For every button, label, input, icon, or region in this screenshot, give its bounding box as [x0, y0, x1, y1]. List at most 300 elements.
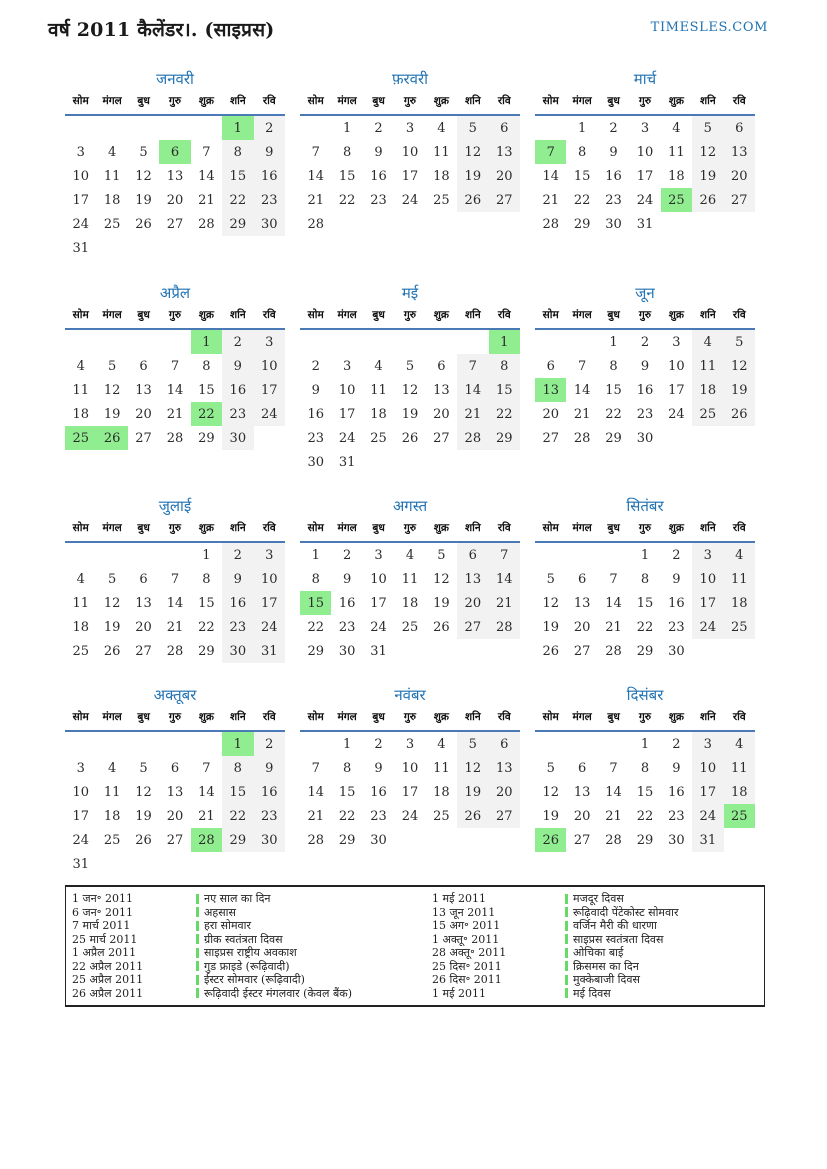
day-cell: 28	[605, 643, 622, 659]
day-cell: 5	[457, 115, 488, 140]
day-cell: 1	[202, 547, 211, 563]
month-calendar	[535, 684, 755, 852]
day-cell: 1	[222, 731, 253, 756]
weekday-header: शुक्र	[426, 306, 457, 329]
day-cell: 13	[166, 168, 184, 184]
day-cell: 5	[107, 571, 117, 587]
day-cell: 12	[103, 382, 121, 398]
day-cell: 8	[577, 144, 587, 160]
empty-cell	[254, 236, 285, 260]
weekday-header: मंगल	[566, 92, 597, 115]
day-cell: 27	[166, 832, 184, 848]
day-cell: 5	[139, 144, 148, 160]
day-cell: 25	[724, 615, 755, 639]
holiday-marker-icon	[565, 961, 568, 971]
weekday-header: सोम	[65, 306, 96, 329]
day-cell: 18	[692, 378, 723, 402]
day-cell: 5	[107, 358, 117, 374]
day-cell: 14	[542, 168, 559, 184]
day-cell: 15	[573, 168, 591, 184]
day-cell: 6	[577, 571, 587, 587]
day-cell: 19	[457, 164, 488, 188]
day-cell: 31	[692, 828, 723, 852]
day-cell: 19	[433, 595, 450, 611]
day-cell: 18	[103, 192, 121, 208]
weekday-header: रवि	[724, 708, 755, 731]
day-cell: 9	[672, 760, 681, 776]
day-cell: 12	[457, 140, 488, 164]
empty-cell	[535, 115, 566, 140]
day-cell: 18	[72, 619, 89, 635]
empty-cell	[300, 731, 331, 756]
holiday-marker-icon	[565, 948, 568, 958]
day-cell: 3	[254, 329, 285, 354]
legend-label: हरा सोमवार	[204, 919, 252, 933]
day-cell: 16	[605, 168, 622, 184]
day-cell: 13	[573, 784, 591, 800]
empty-cell	[426, 212, 457, 236]
holiday-marker-icon	[196, 907, 199, 917]
day-cell: 26	[457, 804, 488, 828]
weekday-header: रवि	[489, 519, 520, 542]
day-cell: 22	[222, 188, 253, 212]
day-cell: 19	[457, 780, 488, 804]
day-cell: 1	[191, 329, 222, 354]
day-cell: 2	[374, 736, 383, 752]
day-cell: 25	[401, 619, 419, 635]
day-cell: 12	[135, 784, 152, 800]
day-cell: 22	[191, 402, 222, 426]
empty-cell	[96, 329, 127, 354]
day-cell: 2	[222, 542, 253, 567]
day-cell: 24	[254, 402, 285, 426]
empty-cell	[128, 115, 159, 140]
legend-label: साइप्रस राष्ट्रीय अवकाश	[204, 946, 297, 960]
day-cell: 27	[433, 430, 450, 446]
empty-cell	[331, 212, 362, 236]
holiday-marker-icon	[196, 934, 199, 944]
legend-date: 1 अप्रैल 2011	[72, 946, 137, 960]
weekday-header: गुरु	[629, 708, 660, 731]
empty-cell	[254, 426, 285, 450]
day-cell: 3	[692, 542, 723, 567]
day-cell: 27	[457, 615, 488, 639]
day-cell: 13	[489, 140, 520, 164]
legend-label: साइप्रस स्वतंत्रता दिवस	[573, 932, 664, 946]
empty-cell	[96, 852, 127, 876]
day-cell: 13	[135, 382, 152, 398]
day-cell: 21	[489, 591, 520, 615]
weekday-header: शनि	[457, 708, 488, 731]
site-link[interactable]: TIMESLES.COM	[650, 20, 768, 35]
day-cell: 13	[135, 595, 152, 611]
day-cell: 1	[609, 334, 618, 350]
day-cell: 5	[139, 760, 148, 776]
empty-cell	[96, 236, 127, 260]
empty-cell	[692, 426, 723, 450]
weekday-header: रवि	[724, 306, 755, 329]
day-cell: 29	[636, 832, 654, 848]
day-cell: 16	[668, 784, 685, 800]
day-cell: 8	[202, 571, 211, 587]
empty-cell	[394, 639, 425, 663]
page-header	[0, 0, 827, 42]
day-cell: 3	[672, 334, 681, 350]
legend-date: 7 मार्च 2011	[72, 919, 131, 933]
day-cell: 7	[202, 144, 211, 160]
day-cell: 29	[307, 643, 324, 659]
weekday-header: बुध	[128, 306, 159, 329]
day-cell: 16	[668, 595, 685, 611]
day-cell: 30	[254, 828, 285, 852]
day-cell: 7	[202, 760, 211, 776]
day-cell: 22	[605, 406, 622, 422]
weekday-header: शनि	[222, 519, 253, 542]
empty-cell	[426, 828, 457, 852]
day-cell: 3	[405, 120, 415, 136]
day-cell: 20	[724, 164, 755, 188]
day-cell: 19	[135, 808, 152, 824]
month-table	[535, 708, 755, 852]
day-cell: 24	[636, 192, 654, 208]
weekday-header: सोम	[300, 708, 331, 731]
legend-label: मई दिवस	[573, 986, 611, 1000]
day-cell: 6	[489, 731, 520, 756]
day-cell: 24	[338, 430, 356, 446]
weekday-header: सोम	[300, 92, 331, 115]
day-cell: 29	[198, 643, 215, 659]
day-cell: 16	[636, 382, 654, 398]
day-cell: 9	[311, 382, 320, 398]
day-cell: 19	[542, 808, 559, 824]
empty-cell	[692, 212, 723, 236]
day-cell: 25	[103, 216, 121, 232]
legend-date: 13 जून 2011	[432, 905, 496, 919]
empty-cell	[692, 639, 723, 663]
day-cell: 6	[546, 358, 555, 374]
day-cell: 20	[135, 406, 152, 422]
weekday-header: शुक्र	[191, 306, 222, 329]
empty-cell	[96, 731, 127, 756]
empty-cell	[489, 450, 520, 474]
day-cell: 6	[489, 115, 520, 140]
day-cell: 3	[342, 358, 352, 374]
legend-date: 1 अक्तू॰ 2011	[432, 932, 500, 946]
weekday-header: शनि	[692, 708, 723, 731]
day-cell: 30	[605, 216, 622, 232]
weekday-header: सोम	[535, 306, 566, 329]
day-cell: 17	[338, 406, 356, 422]
day-cell: 5	[437, 547, 446, 563]
empty-cell	[128, 731, 159, 756]
empty-cell	[159, 236, 190, 260]
day-cell: 6	[457, 542, 488, 567]
day-cell: 4	[437, 120, 446, 136]
holiday-marker-icon	[565, 934, 568, 944]
day-cell: 5	[457, 731, 488, 756]
month-title: सितंबर	[626, 497, 664, 515]
day-cell: 4	[76, 571, 85, 587]
day-cell: 30	[307, 454, 324, 470]
day-cell: 11	[692, 354, 723, 378]
month-calendar	[65, 68, 285, 260]
empty-cell	[191, 852, 222, 876]
weekday-header: शनि	[457, 306, 488, 329]
day-cell: 15	[338, 784, 356, 800]
empty-cell	[128, 852, 159, 876]
day-cell: 4	[672, 120, 681, 136]
day-cell: 1	[640, 547, 650, 563]
day-cell: 3	[76, 144, 85, 160]
weekday-header: बुध	[598, 306, 629, 329]
day-cell: 19	[103, 406, 121, 422]
empty-cell	[394, 450, 425, 474]
day-cell: 12	[692, 140, 723, 164]
day-cell: 17	[254, 378, 285, 402]
day-cell: 28	[198, 216, 215, 232]
day-cell: 10	[338, 382, 356, 398]
weekday-header: गुरु	[629, 306, 660, 329]
day-cell: 17	[636, 168, 654, 184]
month-title: अप्रैल	[159, 284, 191, 302]
day-cell: 25	[65, 426, 96, 450]
day-cell: 23	[636, 406, 654, 422]
day-cell: 26	[542, 643, 559, 659]
empty-cell	[457, 329, 488, 354]
day-cell: 4	[724, 731, 755, 756]
day-cell: 2	[609, 120, 618, 136]
legend-date: 1 जन॰ 2011	[72, 892, 133, 906]
day-cell: 20	[433, 406, 450, 422]
day-cell: 21	[605, 619, 622, 635]
day-cell: 20	[489, 780, 520, 804]
month-title: अक्तूबर	[153, 686, 197, 704]
day-cell: 21	[573, 406, 591, 422]
month-calendar	[535, 282, 755, 450]
day-cell: 10	[692, 567, 723, 591]
weekday-header: रवि	[254, 92, 285, 115]
month-calendar	[65, 282, 285, 450]
day-cell: 21	[166, 406, 184, 422]
day-cell: 3	[374, 547, 383, 563]
day-cell: 15	[198, 382, 215, 398]
empty-cell	[363, 329, 394, 354]
day-cell: 4	[724, 542, 755, 567]
legend-label: अहसास	[204, 905, 236, 919]
empty-cell	[159, 115, 190, 140]
day-cell: 17	[692, 780, 723, 804]
legend-label: क्रिसमस का दिन	[573, 959, 639, 973]
day-cell: 15	[636, 784, 654, 800]
day-cell: 25	[661, 188, 692, 212]
day-cell: 22	[222, 804, 253, 828]
day-cell: 27	[489, 188, 520, 212]
empty-cell	[457, 450, 488, 474]
day-cell: 24	[370, 619, 387, 635]
day-cell: 21	[542, 192, 559, 208]
month-table	[535, 519, 755, 663]
day-cell: 14	[198, 784, 215, 800]
legend-date: 22 अप्रैल 2011	[72, 959, 144, 973]
day-cell: 26	[135, 216, 152, 232]
day-cell: 8	[311, 571, 320, 587]
day-cell: 23	[370, 808, 387, 824]
empty-cell	[96, 115, 127, 140]
empty-cell	[159, 329, 190, 354]
day-cell: 15	[222, 780, 253, 804]
day-cell: 30	[254, 212, 285, 236]
day-cell: 24	[72, 832, 89, 848]
day-cell: 2	[342, 547, 352, 563]
day-cell: 21	[457, 402, 488, 426]
day-cell: 3	[405, 736, 415, 752]
day-cell: 17	[401, 784, 419, 800]
empty-cell	[65, 731, 96, 756]
weekday-header: मंगल	[566, 519, 597, 542]
day-cell: 22	[489, 402, 520, 426]
day-cell: 17	[72, 192, 89, 208]
weekday-header: बुध	[363, 306, 394, 329]
month-table	[300, 519, 520, 663]
legend-label: रूढ़िवादी ईस्टर मंगलवार (केवल बैंक)	[204, 986, 352, 1000]
day-cell: 3	[254, 542, 285, 567]
month-row	[65, 684, 755, 885]
holiday-marker-icon	[196, 894, 199, 904]
empty-cell	[426, 639, 457, 663]
day-cell: 21	[307, 192, 324, 208]
day-cell: 19	[135, 192, 152, 208]
day-cell: 19	[542, 619, 559, 635]
month-row	[65, 495, 755, 684]
day-cell: 16	[254, 780, 285, 804]
day-cell: 25	[433, 808, 450, 824]
day-cell: 15	[489, 378, 520, 402]
weekday-header: गुरु	[159, 519, 190, 542]
day-cell: 7	[535, 140, 566, 164]
day-cell: 27	[573, 832, 591, 848]
weekday-header: गुरु	[159, 306, 190, 329]
month-table	[65, 708, 285, 876]
weekday-header: मंगल	[331, 306, 362, 329]
day-cell: 9	[342, 571, 352, 587]
month-row	[65, 282, 755, 495]
day-cell: 29	[636, 643, 654, 659]
month-table	[300, 708, 520, 852]
day-cell: 17	[370, 595, 387, 611]
legend-label: ईस्टर सोमवार (रूढ़िवादी)	[204, 973, 305, 987]
day-cell: 2	[254, 115, 285, 140]
day-cell: 22	[338, 808, 356, 824]
legend-date: 1 मई 2011	[432, 892, 486, 906]
day-cell: 10	[636, 144, 654, 160]
day-cell: 13	[457, 567, 488, 591]
weekday-header: बुध	[363, 519, 394, 542]
day-cell: 29	[338, 832, 356, 848]
day-cell: 24	[401, 808, 419, 824]
month-calendar	[300, 495, 520, 663]
day-cell: 30	[222, 639, 253, 663]
weekday-header: गुरु	[629, 519, 660, 542]
empty-cell	[724, 639, 755, 663]
day-cell: 20	[166, 808, 184, 824]
day-cell: 7	[170, 358, 180, 374]
day-cell: 14	[198, 168, 215, 184]
day-cell: 9	[222, 567, 253, 591]
day-cell: 3	[640, 120, 650, 136]
weekday-header: गुरु	[629, 92, 660, 115]
day-cell: 16	[370, 168, 387, 184]
day-cell: 6	[437, 358, 446, 374]
empty-cell	[566, 329, 597, 354]
legend-date: 15 अग॰ 2011	[432, 919, 501, 933]
holiday-legend	[65, 885, 765, 1007]
weekday-header: शुक्र	[426, 519, 457, 542]
day-cell: 16	[370, 784, 387, 800]
day-cell: 13	[724, 140, 755, 164]
day-cell: 4	[374, 358, 383, 374]
day-cell: 24	[668, 406, 685, 422]
day-cell: 11	[724, 756, 755, 780]
empty-cell	[254, 852, 285, 876]
day-cell: 25	[724, 804, 755, 828]
day-cell: 2	[672, 736, 681, 752]
day-cell: 9	[640, 358, 650, 374]
day-cell: 27	[166, 216, 184, 232]
month-calendar	[65, 495, 285, 663]
weekday-header: सोम	[65, 519, 96, 542]
day-cell: 26	[135, 832, 152, 848]
day-cell: 23	[668, 808, 685, 824]
day-cell: 19	[692, 164, 723, 188]
weekday-header: शुक्र	[661, 306, 692, 329]
month-table	[65, 92, 285, 260]
day-cell: 10	[254, 567, 285, 591]
day-cell: 3	[692, 731, 723, 756]
day-cell: 30	[668, 832, 685, 848]
holiday-marker-icon	[196, 921, 199, 931]
day-cell: 19	[724, 378, 755, 402]
day-cell: 9	[609, 144, 618, 160]
day-cell: 23	[254, 804, 285, 828]
day-cell: 6	[170, 760, 180, 776]
month-calendar	[535, 68, 755, 236]
day-cell: 29	[222, 828, 253, 852]
month-title: दिसंबर	[626, 686, 664, 704]
month-table	[535, 92, 755, 236]
empty-cell	[191, 236, 222, 260]
day-cell: 22	[573, 192, 591, 208]
empty-cell	[457, 828, 488, 852]
weekday-header: बुध	[128, 519, 159, 542]
day-cell: 14	[166, 382, 184, 398]
empty-cell	[65, 115, 96, 140]
day-cell: 30	[338, 643, 356, 659]
day-cell: 4	[405, 547, 415, 563]
day-cell: 29	[489, 426, 520, 450]
day-cell: 6	[139, 571, 148, 587]
day-cell: 12	[401, 382, 419, 398]
day-cell: 27	[573, 643, 591, 659]
empty-cell	[159, 731, 190, 756]
weekday-header: बुध	[128, 92, 159, 115]
day-cell: 13	[433, 382, 450, 398]
legend-holiday-name	[565, 986, 758, 1001]
day-cell: 7	[170, 571, 180, 587]
day-cell: 20	[457, 591, 488, 615]
weekday-header: सोम	[535, 92, 566, 115]
day-cell: 18	[433, 784, 450, 800]
empty-cell	[96, 542, 127, 567]
